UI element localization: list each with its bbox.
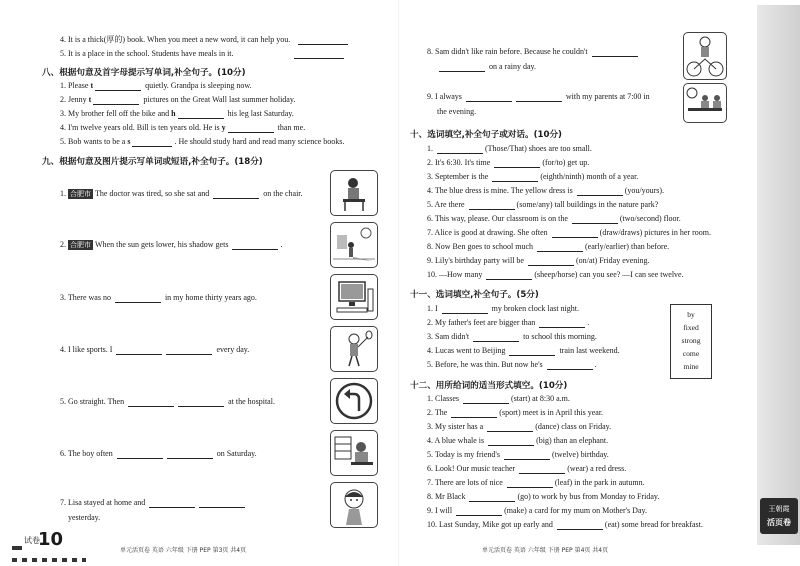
footer-dots (12, 558, 86, 562)
s11-item-5: 5. Before, he was thin. But now he's . (427, 360, 597, 369)
word-bank-item: strong (681, 336, 701, 345)
footer-mark: 试卷 (24, 536, 40, 545)
s12-item-4: 4. A blue whale is (big) than an elephant. (427, 436, 609, 445)
left-item-5: 5. It is a place in the school. Students have meals in it. (60, 49, 346, 59)
sunset-shadow-picture (330, 222, 378, 268)
section-12-title: 十二、用所给词的适当形式填空。(10分) (410, 381, 568, 391)
s8-item-4: 4. I'm twelve years old. Bill is ten years old. He is y than me. (60, 123, 306, 132)
word-bank-item: come (682, 349, 700, 358)
left-item-4: 4. It is a thick(厚的) book. When you meet a new word, it can help you. (60, 35, 350, 45)
girl-picture (330, 482, 378, 528)
s9-item-4: 4. I like sports. I every day. (60, 345, 250, 354)
s9-item-3: 3. There was no in my home thirty years ago. (60, 293, 257, 302)
s9-item-7-cont: yesterday. (68, 513, 101, 522)
family-dinner-picture (683, 83, 727, 123)
s9-item-6: 6. The boy often on Saturday. (60, 449, 257, 458)
s9-item-1: 1. 合肥市 The doctor was tired, so she sat and on the chair. (60, 189, 303, 198)
s12-item-1: 1. Classes (start) at 8:30 a.m. (427, 394, 570, 403)
turn-left-sign-picture (330, 378, 378, 424)
section-11-title: 十一、选词填空,补全句子。(5分) (410, 290, 539, 300)
tired-doctor-picture (330, 170, 378, 216)
s12-item-8: 8. Mr Black (go) to work by bus from Monday to Friday. (427, 492, 660, 501)
s12-item-6: 6. Look! Our music teacher (wear) a red dress. (427, 464, 627, 473)
right-footer-text: 单元活页卷 英语 六年级 下册 PEP 第4页 共4页 (482, 547, 609, 554)
boy-reading-picture (330, 430, 378, 476)
corner-logo-brand: 王朝霞 (768, 505, 790, 513)
word-bank (670, 304, 712, 379)
right-item-9-cont: the evening. (437, 107, 477, 116)
section-8-title: 八、根据句意及首字母提示写单词,补全句子。(10分) (42, 68, 246, 78)
page-edge-shadow (757, 5, 800, 545)
region-tag: 合肥市 (70, 241, 91, 249)
right-item-8-cont: on a rainy day. (437, 62, 536, 72)
boy-cycling-picture (683, 32, 727, 80)
left-footer-text: 单元活页卷 英语 六年级 下册 PEP 第3页 共4页 (120, 547, 247, 554)
s10-item-10: 10. —How many (sheep/horse) can you see? —I can see twelve. (427, 270, 684, 279)
section-9-title: 九、根据句意及图片提示写单词或短语,补全句子。(18分) (42, 157, 263, 167)
computer-picture (330, 274, 378, 320)
s12-item-7: 7. There are lots of nice (leaf) in the park in autumn. (427, 478, 645, 487)
region-tag: 合肥市 (70, 190, 91, 198)
s12-item-3: 3. My sister has a (dance) class on Friday. (427, 422, 612, 431)
section-10-title: 十、选词填空,补全句子或对话。(10分) (410, 130, 562, 140)
s10-item-5: 5. Are there (some/any) tall buildings in the nature park? (427, 200, 659, 209)
s10-item-3: 3. September is the (eighth/ninth) month of a year. (427, 172, 639, 181)
footer-page-number: 10 (38, 529, 64, 550)
s10-item-6: 6. This way, please. Our classroom is on the (two/second) floor. (427, 214, 681, 223)
s11-item-1: 1. I my broken clock last night. (427, 304, 579, 313)
footer-dash (12, 546, 22, 550)
word-bank-item: by (687, 310, 695, 319)
word-bank-item: mine (683, 362, 699, 371)
s9-item-7: 7. Lisa stayed at home and (60, 498, 247, 508)
s8-item-5: 5. Bob wants to be a s . He should study hard and read many science books. (60, 137, 345, 146)
s10-item-7: 7. Alice is good at drawing. She often (draw/draws) pictures in her room. (427, 228, 711, 237)
right-item-9: 9. I always with my parents at 7:00 in (427, 92, 650, 101)
word-bank-item: fixed (683, 323, 699, 332)
s11-item-2: 2. My father's feet are bigger than . (427, 318, 590, 327)
s8-item-3: 3. My brother fell off the bike and h his leg last Saturday. (60, 109, 294, 118)
badminton-picture (330, 326, 378, 372)
s11-item-4: 4. Lucas went to Beijing train last weekend. (427, 346, 620, 355)
corner-logo (760, 498, 798, 534)
s8-item-1: 1. Please t quietly. Grandpa is sleeping now. (60, 81, 252, 90)
s11-item-3: 3. Sam didn't to school this morning. (427, 332, 597, 341)
s10-item-2: 2. It's 6:30. It's time (for/to) get up. (427, 158, 590, 167)
s10-item-4: 4. The blue dress is mine. The yellow dress is (you/yours). (427, 186, 665, 195)
s12-item-9: 9. I will (make) a card for my mum on Mother's Day. (427, 506, 647, 515)
s8-item-2: 2. Jenny t pictures on the Great Wall last summer holiday. (60, 95, 296, 104)
page-divider (398, 0, 399, 566)
s10-item-9: 9. Lily's birthday party will be (on/at) Friday evening. (427, 256, 650, 265)
s12-item-5: 5. Today is my friend's (twelve) birthday. (427, 450, 609, 459)
s12-item-2: 2. The (sport) meet is in April this year. (427, 408, 604, 417)
s9-item-5: 5. Go straight. Then at the hospital. (60, 397, 275, 406)
s12-item-10: 10. Last Sunday, Mike got up early and (eat) some bread for breakfast. (427, 520, 703, 529)
s10-item-8: 8. Now Ben goes to school much (early/earlier) than before. (427, 242, 670, 251)
corner-logo-text: 活页卷 (767, 518, 791, 527)
s9-item-2: 2. 合肥市 When the sun gets lower, his shadow gets . (60, 240, 283, 249)
s10-item-1: 1. (Those/That) shoes are too small. (427, 144, 592, 153)
right-item-8: 8. Sam didn't like rain before. Because he couldn't (427, 47, 640, 57)
